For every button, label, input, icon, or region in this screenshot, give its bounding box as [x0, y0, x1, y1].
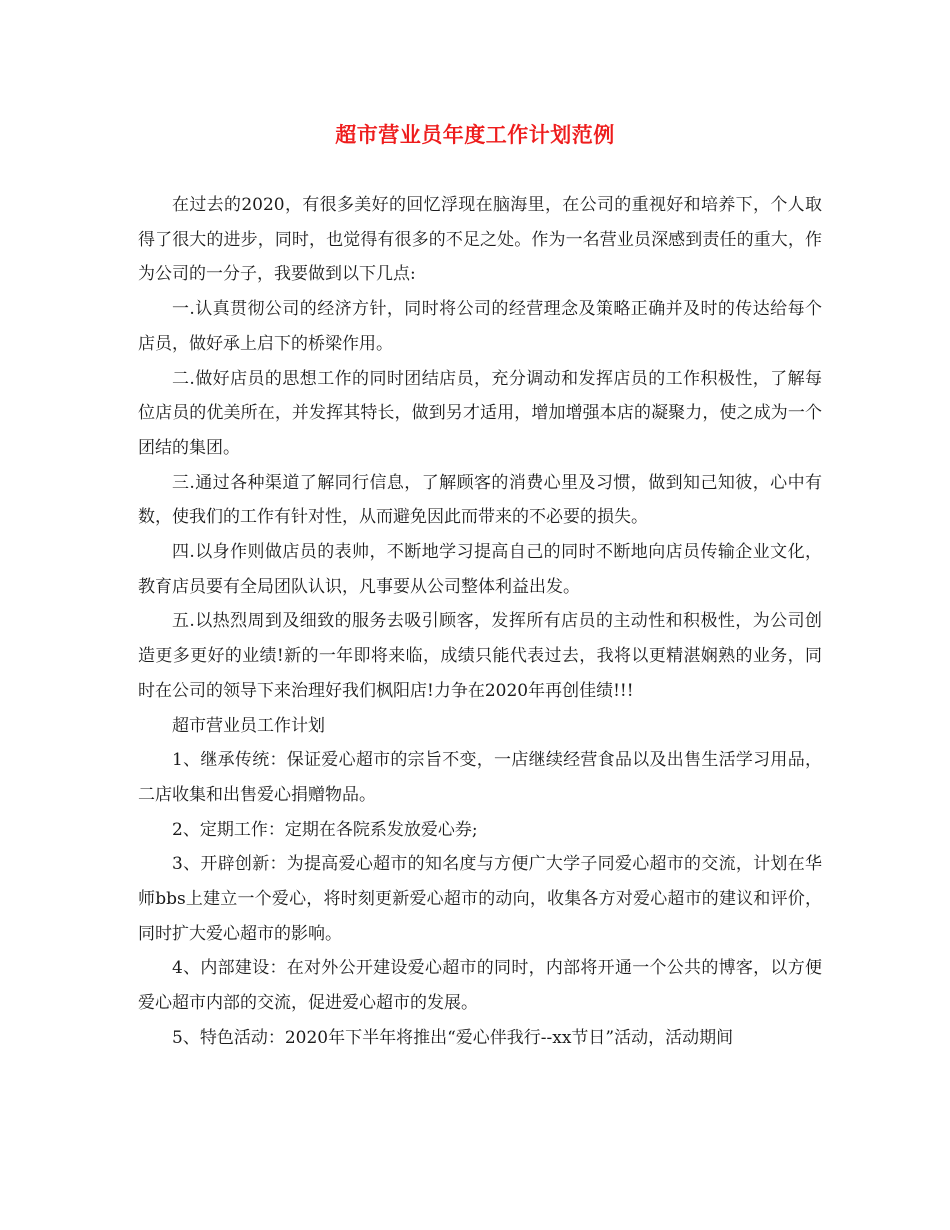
- paragraph: 一.认真贯彻公司的经济方针，同时将公司的经营理念及策略正确并及时的传达给每个店员，做好承上启下的桥梁作用。: [138, 299, 822, 354]
- document-title: 超市营业员年度工作计划范例: [335, 122, 615, 147]
- paragraph: 五.以热烈周到及细致的服务去吸引顾客，发挥所有店员的主动性和积极性，为公司创造更多更好的业绩!新的一年即将来临，成绩只能代表过去，我将以更精湛娴熟的业务，同时在公司的领导下来治理好我们枫阳店!力争在2020年再创佳绩!!!: [138, 611, 822, 701]
- paragraph: 5、特色活动：2020年下半年将推出“爱心伴我行--xx节日”活动，活动期间: [172, 1027, 734, 1048]
- paragraph: 4、内部建设：在对外公开建设爱心超市的同时，内部将开通一个公共的博客，以方便爱心超市内部的交流，促进爱心超市的发展。: [138, 958, 822, 1014]
- paragraph: 3、开辟创新：为提高爱心超市的知名度与方便广大学子同爱心超市的交流，计划在华师bbs上建立一个爱心，将时刻更新爱心超市的动向，收集各方对爱心超市的建议和评价，同时扩大爱心超市的影响。: [138, 854, 822, 944]
- paragraph: 在过去的2020，有很多美好的回忆浮现在脑海里，在公司的重视好和培养下，个人取得了很大的进步，同时，也觉得有很多的不足之处。作为一名营业员深感到责任的重大，作为公司的一分子，我要做到以下几点:: [138, 195, 822, 285]
- document-body: [138, 188, 822, 1056]
- paragraph: 四.以身作则做店员的表帅，不断地学习提高自己的同时不断地向店员传输企业文化，教育店员要有全局团队认识，凡事要从公司整体利益出发。: [138, 542, 822, 597]
- section-heading: 超市营业员工作计划: [172, 715, 325, 736]
- paragraph: 三.通过各种渠道了解同行信息，了解顾客的消费心里及习惯，做到知己知彼，心中有数，使我们的工作有针对性，从而避免因此而带来的不必要的损失。: [138, 472, 822, 528]
- paragraph: 2、定期工作：定期在各院系发放爱心券;: [172, 819, 478, 840]
- paragraph: 1、继承传统：保证爱心超市的宗旨不变，一店继续经营食品以及出售生活学习用品，二店收集和出售爱心捐赠物品。: [138, 750, 822, 805]
- paragraph: 二.做好店员的思想工作的同时团结店员，充分调动和发挥店员的工作积极性，了解每位店员的优美所在，并发挥其特长，做到另才适用，增加增强本店的凝聚力，使之成为一个团结的集团。: [138, 368, 822, 458]
